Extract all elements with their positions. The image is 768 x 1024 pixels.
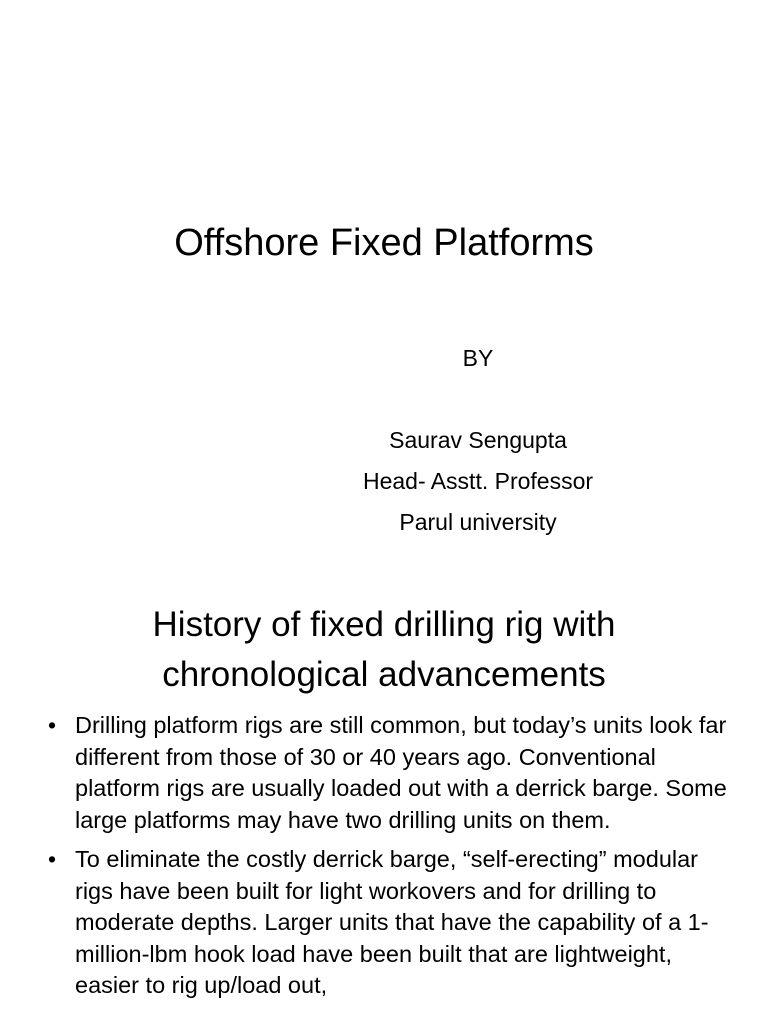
author-institution: Parul university [399, 509, 557, 535]
byline-block [340, 338, 616, 543]
presentation-title: Offshore Fixed Platforms [174, 222, 594, 264]
bullet-item [0, 844, 768, 1002]
byline-spacer [340, 379, 616, 420]
bullet-text: Drilling platform rigs are still common, but today’s units look far different from those of 30 or 40 years ago. Conventional platform rigs are usually loaded out with a derrick barge. Some large platforms may have two drilling units on them. [75, 712, 727, 833]
author-name: Saurav Sengupta [389, 427, 567, 453]
bullet-dot-icon: • [48, 712, 57, 738]
slide-title-line-2: chronological advancements [162, 655, 606, 694]
bullet-text: To eliminate the costly derrick barge, “self-erecting” modular rigs have been built for light workovers and for drilling to moderate depths. Larger units that have the capability of a 1-million-lbm hook load have been built that are lightweight, easier to rig up/load out, [75, 846, 709, 998]
bullet-dot-icon: • [48, 846, 57, 872]
slide-title-line-1: History of fixed drilling rig with [152, 605, 616, 644]
author-position: Head- Asstt. Professor [362, 468, 594, 494]
content-slide [0, 576, 768, 1024]
slide-title [0, 600, 768, 700]
bullet-item [0, 710, 768, 836]
by-label: BY [462, 345, 494, 371]
bullet-list [0, 710, 768, 1010]
